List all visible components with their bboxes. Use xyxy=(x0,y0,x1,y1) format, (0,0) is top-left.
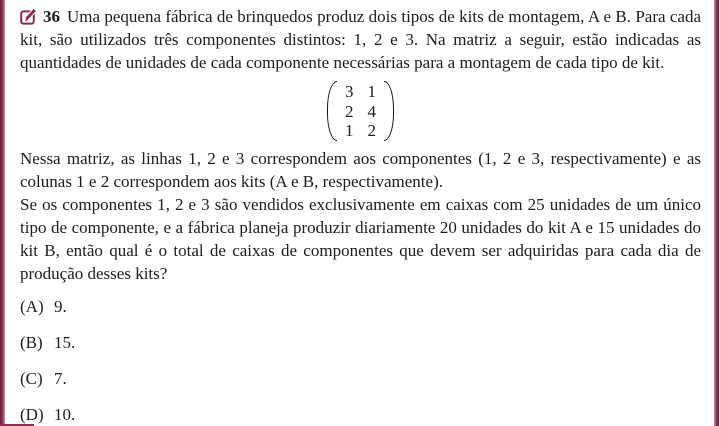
answer-option-b[interactable] xyxy=(20,331,701,354)
option-value: 9. xyxy=(54,297,67,316)
left-border-rule xyxy=(0,0,5,426)
matrix-explanation-paragraph: Nessa matriz, as linhas 1, 2 e 3 correspondem aos componentes (1, 2 e 3, respectivamente) e as colunas 1 e 2 correspondem aos kits (A e B, respectivamente). xyxy=(20,149,701,191)
answer-options xyxy=(20,295,701,426)
option-label: (B) xyxy=(20,333,43,352)
matrix-cells xyxy=(337,81,384,141)
matrix-right-paren xyxy=(384,81,394,141)
matrix-cell: 1 xyxy=(367,82,376,102)
answer-option-d[interactable] xyxy=(20,403,701,426)
answer-option-c[interactable] xyxy=(20,367,701,390)
matrix-cell: 1 xyxy=(345,121,354,141)
option-label: (A) xyxy=(20,297,44,316)
question-block xyxy=(20,0,701,426)
matrix-cell: 2 xyxy=(367,121,376,141)
question-intro-paragraph xyxy=(20,5,701,74)
option-label: (C) xyxy=(20,369,43,388)
option-value: 7. xyxy=(54,369,67,388)
problem-statement-paragraph: Se os componentes 1, 2 e 3 são vendidos exclusivamente em caixas com 25 unidades de um único tipo de componente, e a fábrica planeja produzir diariamente 20 unidades do kit A e 15 unidades do kit B, então qual é o total de caixas de componentes que devem ser adquiridas para cada dia de produção desses kits? xyxy=(20,195,701,283)
option-value: 10. xyxy=(54,405,76,424)
question-intro-text: Uma pequena fábrica de brinquedos produz dois tipos de kits de montagem, A e B. Para cada kit, são utilizados três componentes distintos: 1, 2 e 3. Na matriz a seguir, estão indicadas as quantidades de unidades de cada componente necessárias para a montagem de cada tipo de kit. xyxy=(20,7,701,72)
pencil-square-icon xyxy=(20,8,38,25)
question-number: 36 xyxy=(43,7,60,26)
matrix-cell: 2 xyxy=(345,101,354,121)
right-border-rule xyxy=(714,0,719,426)
answer-option-a[interactable] xyxy=(20,295,701,318)
matrix-figure xyxy=(20,81,701,141)
matrix-cell: 3 xyxy=(345,82,354,102)
matrix-cell: 4 xyxy=(367,101,376,121)
option-label: (D) xyxy=(20,405,44,424)
option-value: 15. xyxy=(54,333,76,352)
matrix xyxy=(327,81,394,141)
matrix-left-paren xyxy=(327,81,337,141)
